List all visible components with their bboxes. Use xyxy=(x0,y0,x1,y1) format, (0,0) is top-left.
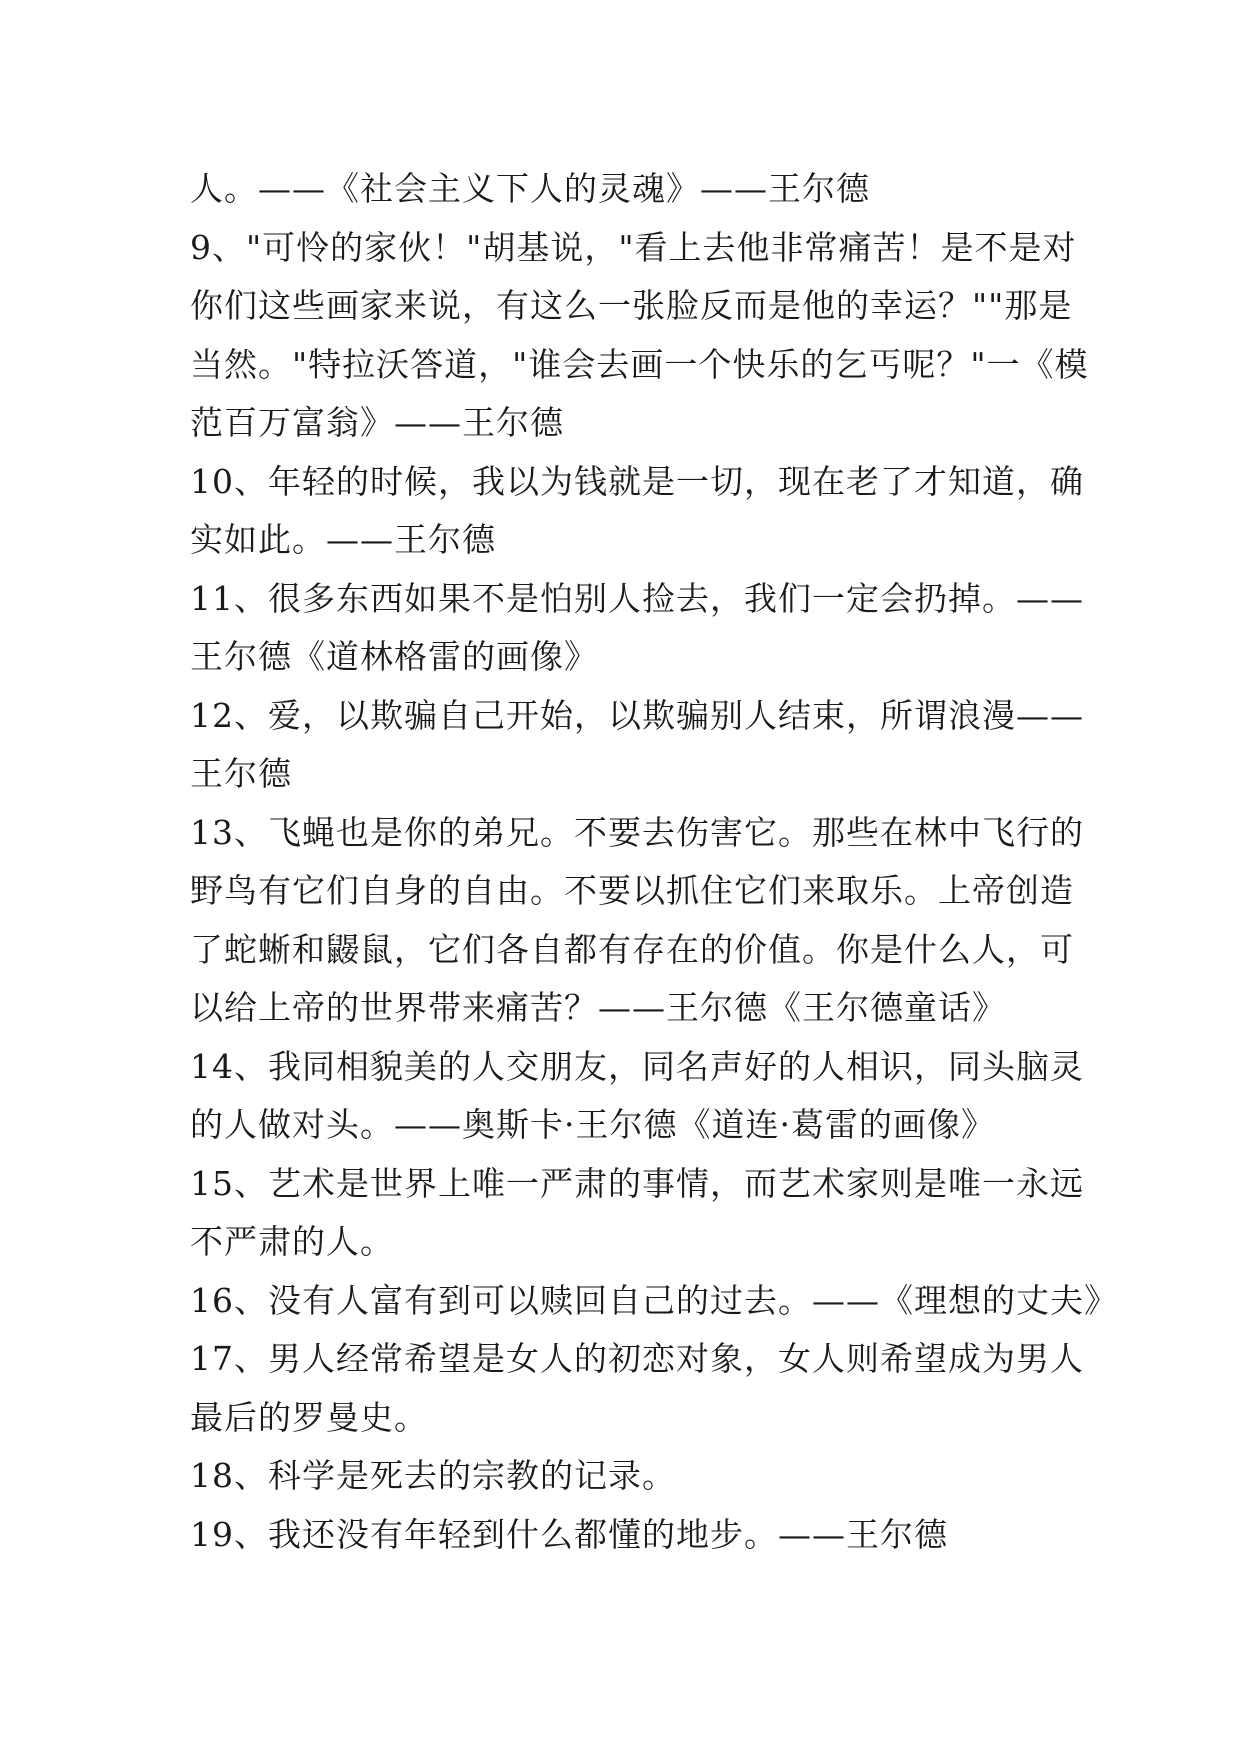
document-body xyxy=(190,160,1118,1564)
text-line: 19、我还没有年轻到什么都懂的地步。——王尔德 xyxy=(190,1514,948,1554)
text-line: 12、爱，以欺骗自己开始，以欺骗别人结束，所谓浪漫—— xyxy=(190,695,1084,735)
text-line: 当然。"特拉沃答道，"谁会去画一个快乐的乞丐呢？"一《模 xyxy=(190,344,1089,384)
text-line: 的人做对头。——奥斯卡·王尔德《道连·葛雷的画像》 xyxy=(190,1105,995,1144)
text-line: 王尔德 xyxy=(190,754,292,793)
text-line: 最后的罗曼史。 xyxy=(190,1397,428,1437)
text-line: 了蛇蜥和鼹鼠，它们各自都有存在的价值。你是什么人，可 xyxy=(190,929,1074,969)
text-line: 实如此。——王尔德 xyxy=(190,520,496,559)
text-line: 王尔德《道林格雷的画像》 xyxy=(190,637,598,676)
text-line: 14、我同相貌美的人交朋友，同名声好的人相识，同头脑灵 xyxy=(190,1046,1084,1086)
text-line: 野鸟有它们自身的自由。不要以抓住它们来取乐。上帝创造 xyxy=(190,871,1074,910)
text-line: 不严肃的人。 xyxy=(190,1222,394,1261)
text-line: 15、艺术是世界上唯一严肃的事情，而艺术家则是唯一永远 xyxy=(190,1163,1084,1203)
text-line: 9、"可怜的家伙！"胡基说，"看上去他非常痛苦！是不是对 xyxy=(190,227,1077,267)
text-line: 16、没有人富有到可以赎回自己的过去。——《理想的丈夫》 xyxy=(190,1280,1118,1320)
text-line: 人。——《社会主义下人的灵魂》——王尔德 xyxy=(190,169,870,208)
text-line: 范百万富翁》——王尔德 xyxy=(190,403,564,442)
text-line: 17、男人经常希望是女人的初恋对象，女人则希望成为男人 xyxy=(190,1339,1084,1378)
text-line: 18、科学是死去的宗教的记录。 xyxy=(190,1456,676,1495)
text-line: 10、年轻的时候，我以为钱就是一切，现在老了才知道，确 xyxy=(190,461,1084,501)
text-line: 以给上帝的世界带来痛苦？——王尔德《王尔德童话》 xyxy=(190,988,1006,1027)
text-line: 你们这些画家来说，有这么一张脸反而是他的幸运？""那是 xyxy=(190,286,1073,325)
text-line: 11、很多东西如果不是怕别人捡去，我们一定会扔掉。—— xyxy=(190,578,1084,618)
text-line: 13、飞蝇也是你的弟兄。不要去伤害它。那些在林中飞行的 xyxy=(190,812,1084,852)
